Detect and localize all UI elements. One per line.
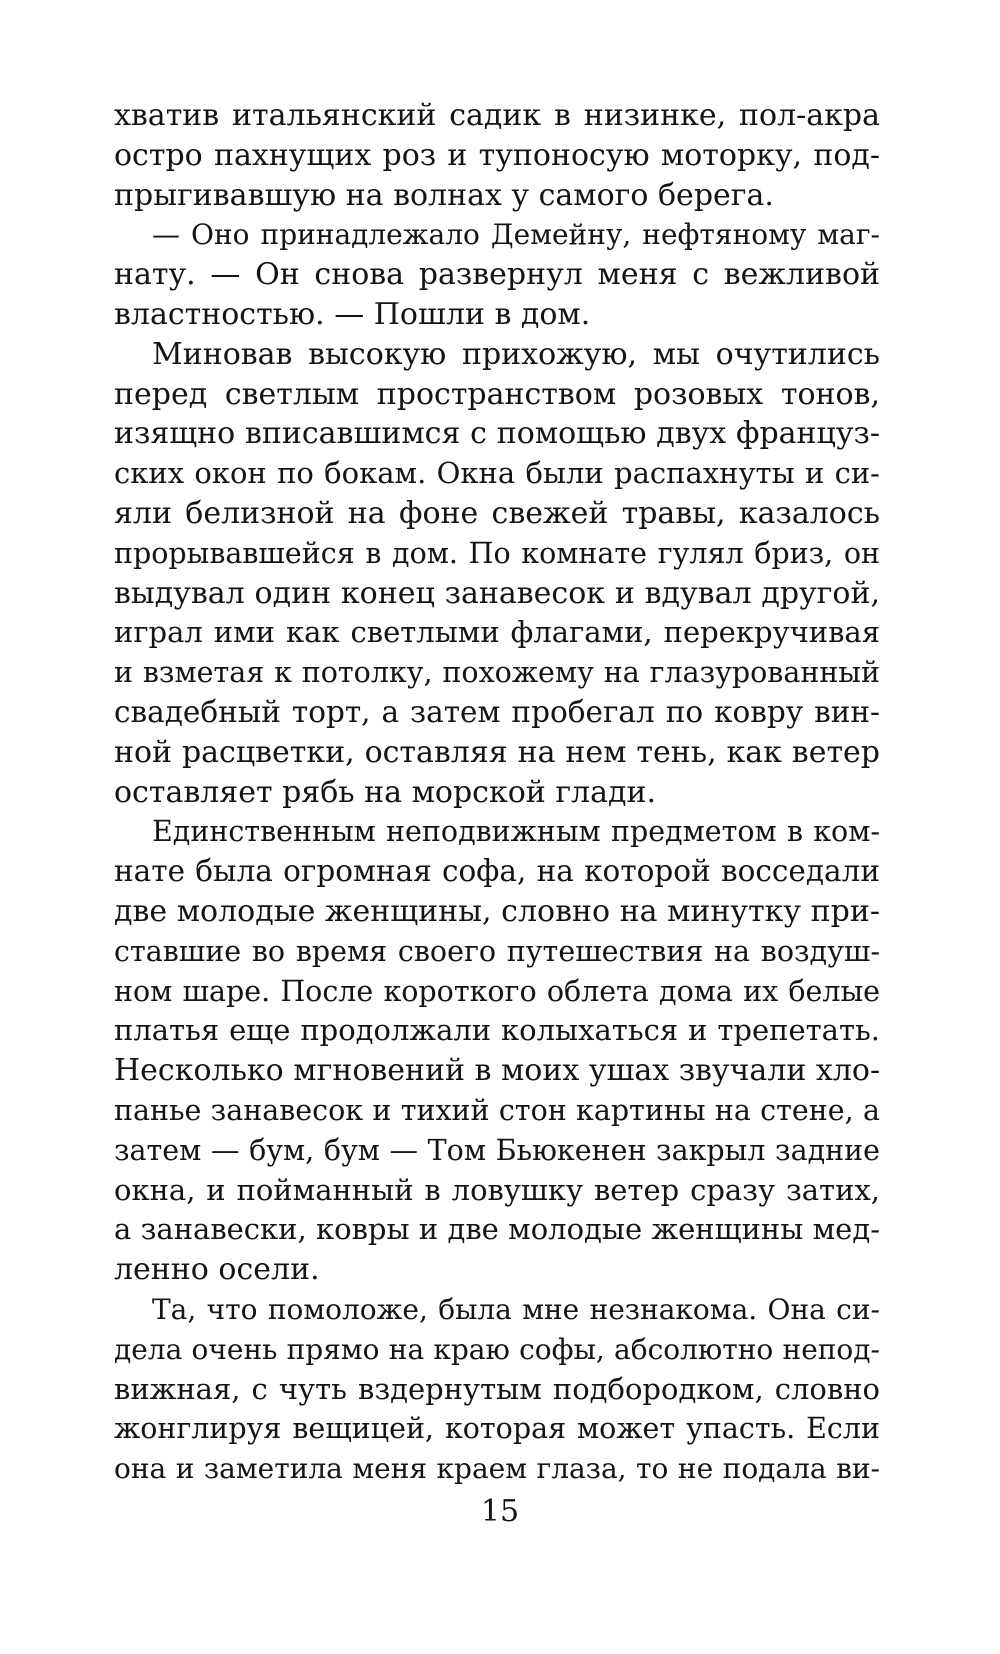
text-line: Та, что помоложе, была мне незнакома. Она си- bbox=[152, 1292, 880, 1326]
text-line: хватив итальянский садик в низинке, пол-акра bbox=[114, 98, 880, 133]
text-line: дела очень прямо на краю софы, абсолютно непод- bbox=[114, 1332, 880, 1366]
text-line: властностью. — Пошли в дом. bbox=[114, 296, 591, 332]
text-line: прыгивавшую на волнах у самого берега. bbox=[114, 177, 774, 213]
text-line: затем — бум, бум — Том Бьюкенен закрыл задние bbox=[114, 1133, 880, 1167]
text-line: платья еще продолжали колыхаться и трепетать. bbox=[114, 1013, 880, 1048]
body-text bbox=[114, 96, 880, 1489]
text-line: остро пахнущих роз и тупоносую моторку, под- bbox=[114, 137, 880, 173]
text-line: — Оно принадлежало Демейну, нефтяному маг- bbox=[152, 218, 880, 252]
text-line: оставляет рябь на морской глади. bbox=[114, 774, 656, 810]
text-line: изящно вписавшимся с помощью двух француз- bbox=[114, 416, 880, 452]
text-line: яли белизной на фоне свежей травы, казалось bbox=[114, 495, 880, 531]
text-line: вижная, с чуть вздернутым подбородком, словно bbox=[114, 1371, 880, 1406]
text-line: перед светлым пространством розовых тонов, bbox=[114, 376, 880, 412]
text-line: панье занавесок и тихий стон картины на стене, а bbox=[114, 1093, 880, 1127]
text-line: выдувал один конец занавесок и вдувал другой, bbox=[114, 575, 880, 611]
text-line: ставшие во время своего путешествия на воздуш- bbox=[114, 934, 880, 968]
text-line: и взметая к потолку, похожему на глазурованный bbox=[114, 656, 880, 690]
text-line: ленно осели. bbox=[114, 1252, 320, 1288]
text-line: играл ими как светлыми флагами, перекручивая bbox=[114, 615, 880, 650]
text-line: ной расцветки, оставляя на нем тень, как ветер bbox=[114, 734, 880, 770]
text-line: она и заметила меня краем глаза, то не подала ви- bbox=[114, 1452, 880, 1486]
text-line: а занавески, ковры и две молодые женщины мед- bbox=[114, 1212, 880, 1247]
text-line: ских окон по бокам. Окна были распахнуты и си- bbox=[114, 456, 880, 491]
text-line: нату. — Он снова развернул меня с вежливой bbox=[114, 257, 880, 293]
text-line: ном шаре. После короткого облета дома их белые bbox=[114, 974, 880, 1008]
text-line: свадебный торт, а затем пробегал по ковру вин- bbox=[114, 694, 880, 729]
text-line: Миновав высокую прихожую, мы очутились bbox=[152, 336, 880, 372]
text-line: Единственным неподвижным предметом в ком- bbox=[152, 815, 880, 849]
page-number: 15 bbox=[480, 1494, 520, 1529]
text-line: жонглируя вещицей, которая может упасть. Если bbox=[114, 1412, 880, 1446]
text-line: две молодые женщины, словно на минутку при- bbox=[114, 893, 880, 929]
text-line: нате была огромная софа, на которой восседали bbox=[114, 854, 880, 889]
text-line: окна, и пойманный в ловушку ветер сразу затих, bbox=[114, 1172, 880, 1207]
text-line: Несколько мгновений в моих ушах звучали хло- bbox=[114, 1053, 881, 1089]
text-line: прорывавшейся в дом. По комнате гулял бриз, он bbox=[114, 536, 880, 570]
